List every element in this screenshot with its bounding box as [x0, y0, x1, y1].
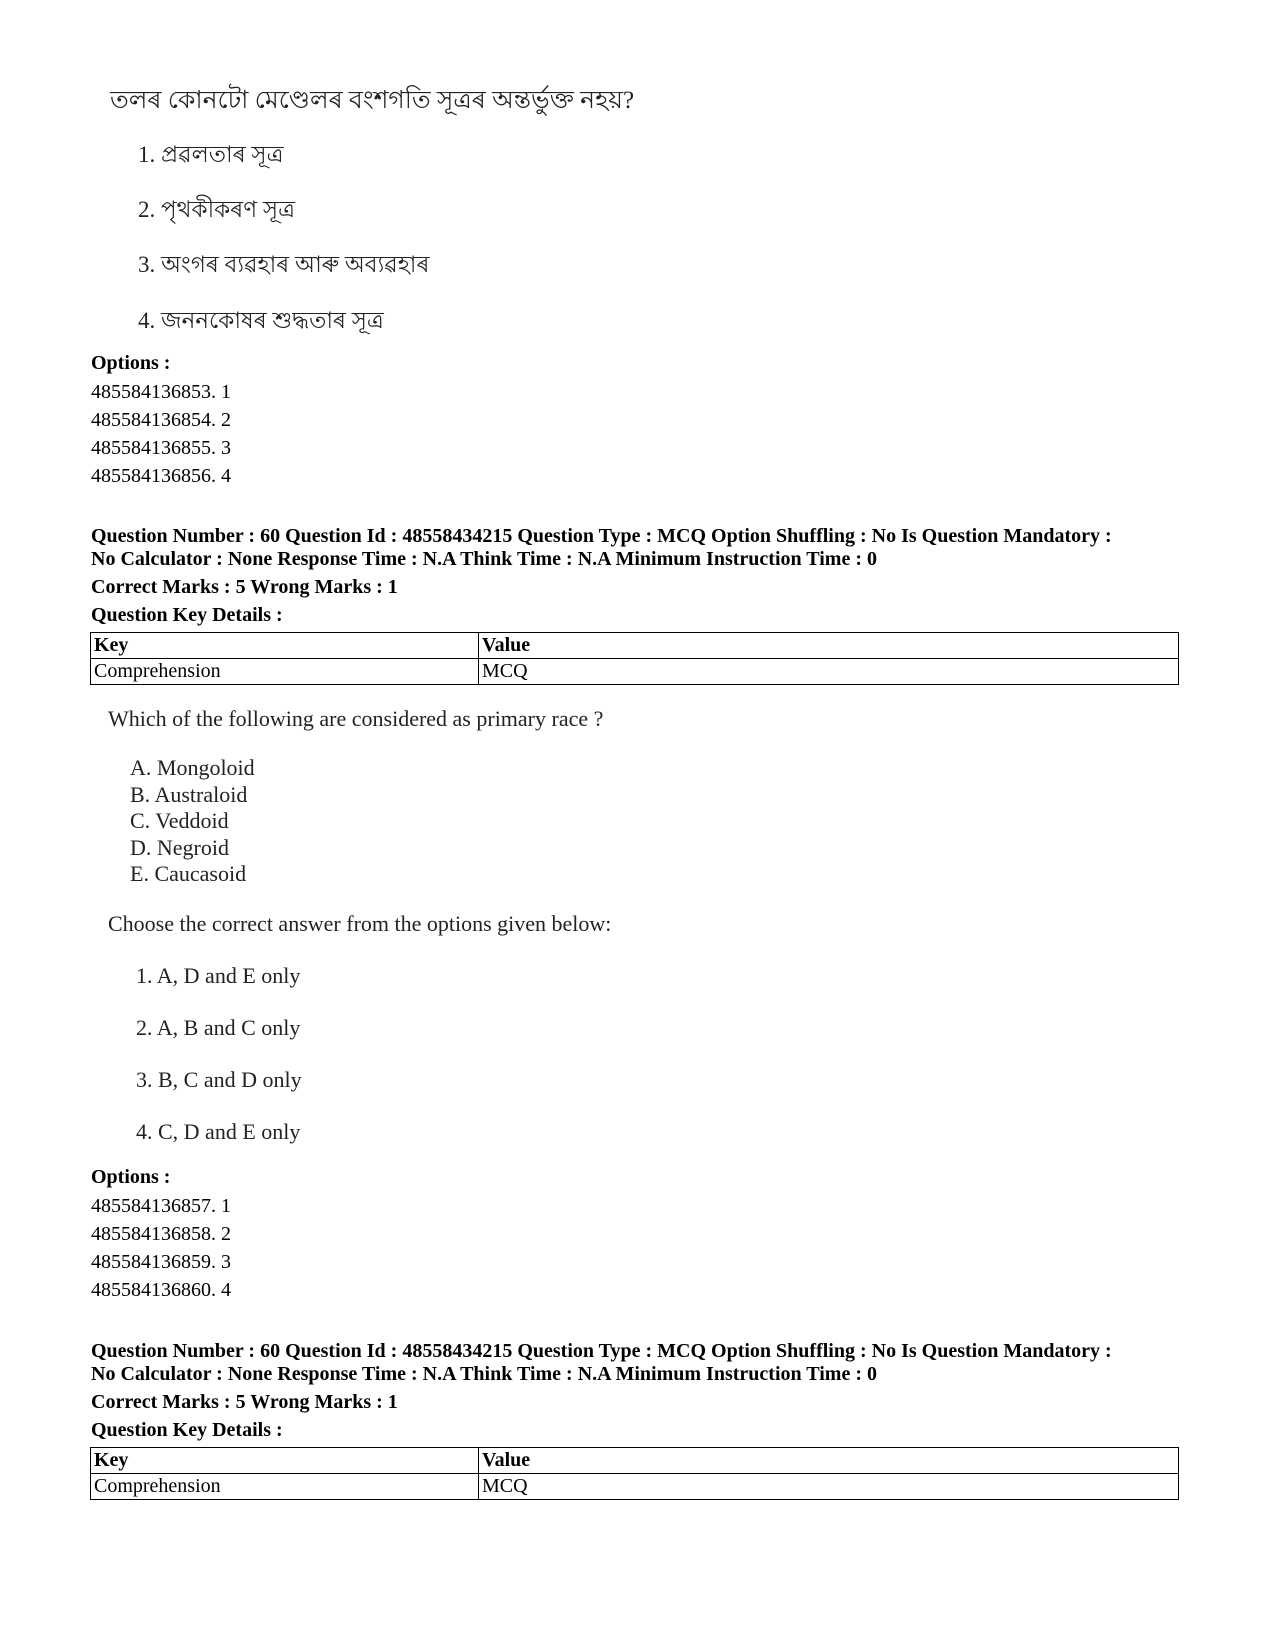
option-item: 485584136857. 1	[91, 1195, 231, 1217]
list-item: D. Negroid	[130, 834, 229, 860]
key-details-label: Question Key Details :	[91, 604, 283, 626]
choice-2: 2. A, B and C only	[136, 1015, 301, 1040]
table-header-value: Value	[479, 1448, 1179, 1474]
choice-3: 3. B, C and D only	[136, 1067, 302, 1092]
options-label: Options :	[91, 1166, 171, 1188]
option-item: 485584136859. 3	[91, 1251, 231, 1273]
question-text: তলৰ কোনটো মেণ্ডেলৰ বংশগতি সূত্ৰৰ অন্তৰ্ভুক্ত নহয়?	[110, 87, 635, 114]
option-item: 485584136856. 4	[91, 465, 231, 487]
table-row	[91, 659, 1179, 685]
question-meta-line: Question Number : 60 Question Id : 48558434215 Question Type : MCQ Option Shuffling : No Is Question Mandatory :	[91, 1340, 1112, 1362]
choice-4: 4. C, D and E only	[136, 1119, 301, 1144]
list-item: A. Mongoloid	[130, 755, 255, 780]
option-item: 485584136855. 3	[91, 437, 231, 459]
table-row	[91, 1474, 1179, 1500]
key-details-table	[90, 1447, 1179, 1500]
key-details-table	[90, 632, 1179, 685]
question-meta-line: No Calculator : None Response Time : N.A Think Time : N.A Minimum Instruction Time : 0	[91, 1363, 877, 1385]
question-meta-line: No Calculator : None Response Time : N.A Think Time : N.A Minimum Instruction Time : 0	[91, 548, 877, 570]
option-item: 485584136858. 2	[91, 1223, 231, 1245]
choice-1: 1. A, D and E only	[136, 963, 301, 988]
choice-3: 3. অংগৰ ব্যৱহাৰ আৰু অব্যৱহাৰ	[138, 252, 430, 277]
question-meta-line: Question Number : 60 Question Id : 48558434215 Question Type : MCQ Option Shuffling : No Is Question Mandatory :	[91, 525, 1112, 547]
key-details-label: Question Key Details :	[91, 1419, 283, 1441]
question-text: Which of the following are considered as primary race ?	[108, 706, 604, 731]
table-header-row	[91, 633, 1179, 659]
question-meta	[91, 525, 1112, 571]
option-item: 485584136853. 1	[91, 381, 231, 403]
list-item: C. Veddoid	[130, 808, 229, 833]
choice-4: 4. জননকোষৰ শুদ্ধতাৰ সূত্ৰ	[138, 308, 384, 333]
list-item: B. Australoid	[130, 781, 248, 807]
options-label: Options :	[91, 352, 171, 374]
list-item: E. Caucasoid	[130, 861, 247, 886]
table-header-key: Key	[91, 633, 479, 659]
table-cell-value: MCQ	[479, 1474, 1179, 1500]
option-item: 485584136854. 2	[91, 409, 231, 431]
items-list	[130, 755, 255, 888]
table-cell-key: Comprehension	[91, 659, 479, 685]
instruction-text: Choose the correct answer from the options given below:	[108, 911, 612, 936]
options-list	[91, 1192, 231, 1304]
table-header-row	[91, 1448, 1179, 1474]
table-header-value: Value	[479, 633, 1179, 659]
choice-2: 2. পৃথকীকৰণ সূত্ৰ	[138, 197, 295, 222]
choice-1: 1. প্ৰৱলতাৰ সূত্ৰ	[138, 142, 284, 167]
question-meta	[91, 1340, 1112, 1386]
option-item: 485584136860. 4	[91, 1279, 231, 1301]
marks-line: Correct Marks : 5 Wrong Marks : 1	[91, 576, 398, 598]
table-cell-value: MCQ	[479, 659, 1179, 685]
table-header-key: Key	[91, 1448, 479, 1474]
options-list	[91, 378, 231, 490]
marks-line: Correct Marks : 5 Wrong Marks : 1	[91, 1391, 398, 1413]
table-cell-key: Comprehension	[91, 1474, 479, 1500]
